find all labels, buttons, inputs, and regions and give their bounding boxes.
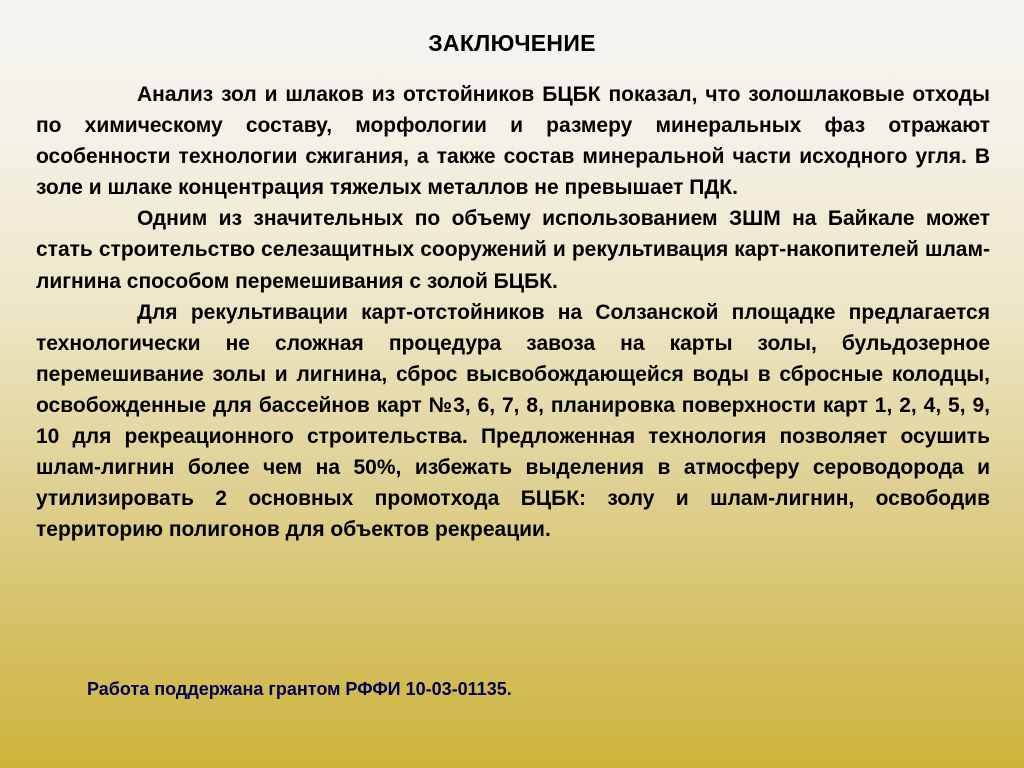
grant-note: Работа поддержана грантом РФФИ 10-03-01135. xyxy=(87,679,512,699)
conclusion-body xyxy=(36,79,990,545)
slide-title: ЗАКЛЮЧЕНИЕ xyxy=(428,30,596,56)
paragraph-ash-analysis: Анализ зол и шлаков из отстойников БЦБК показал, что золошлаковые отходы по химическому составу, морфологии и размеру минеральных фаз отражают особенности технологии сжигания, а также состав минеральной части исходного угля. В золе и шлаке концентрация тяжелых металлов не превышает ПДК. xyxy=(36,83,990,200)
paragraph-recultivation: Для рекультивации карт-отстойников на Солзанской площадке предлагается технологически не сложная процедура завоза на карты золы, бульдозерное перемешивание золы и лигнина, сброс высвобождающейся воды в сбросные колодцы, освобожденные для бассейнов карт №3, 6, 7, 8, планировка поверхности карт 1, 2, 4, 5, 9, 10 для рекреационного строительства. Предложенная технология позволяет осушить шлам-лигнин более чем на 50%, избежать выделения в атмосферу сероводорода и утилизировать 2 основных промотхода БЦБК: золу и шлам-лигнин, освободив территорию полигонов для объектов рекреации. xyxy=(36,300,990,542)
paragraph-zshm-usage: Одним из значительных по объему использованием ЗШМ на Байкале может стать строительство селезащитных сооружений и рекультивация карт-накопителей шлам-лигнина способом перемешивания с золой БЦБК. xyxy=(36,207,990,293)
